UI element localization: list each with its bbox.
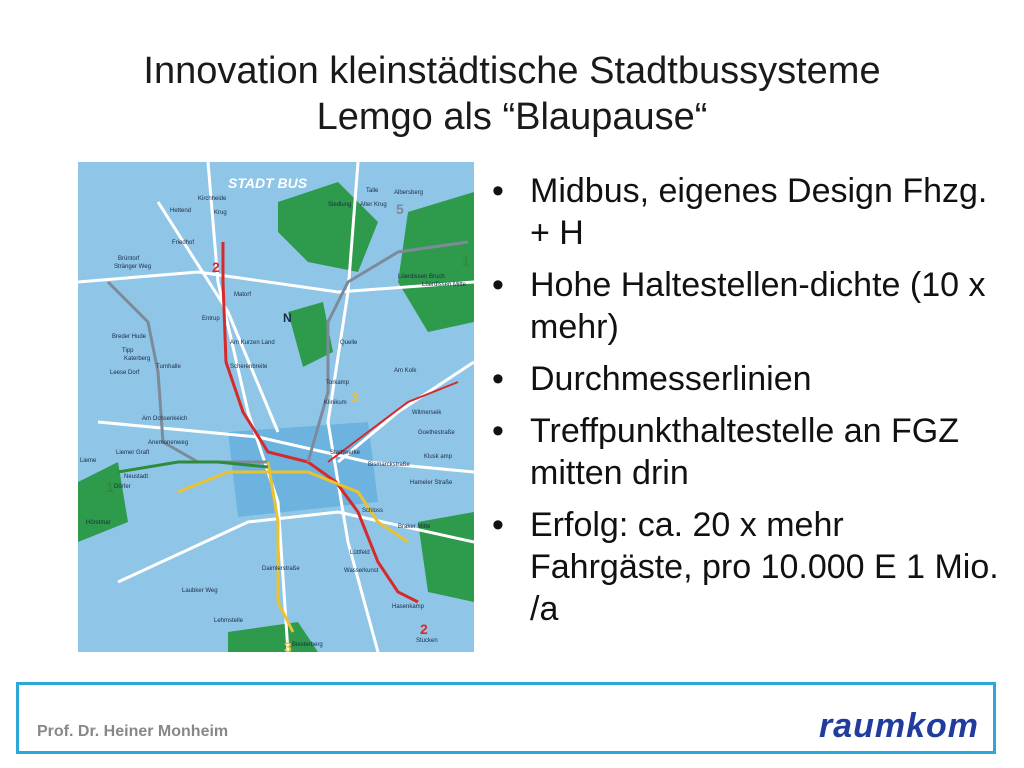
line-number: 5 [396, 201, 404, 217]
line-number: 1 [462, 253, 470, 269]
stop-label: Anemonenweg [148, 440, 189, 446]
stop-label: Scherenbreite [230, 364, 268, 370]
bullet-item [492, 170, 1012, 254]
bullet-item [492, 410, 1012, 494]
stop-label: Entrup [202, 316, 220, 322]
bullet-text: Durchmesserlinien [530, 360, 812, 398]
bullet-item [492, 504, 1012, 630]
stop-label: Lüttfeld [350, 550, 370, 556]
stop-label: Schloss [362, 508, 384, 514]
bullet-marker: • [492, 172, 504, 210]
stop-label: Albersberg [394, 190, 424, 196]
stop-label: Am Ochsenkeich [142, 416, 188, 422]
stadtbus-logo: STADT BUS [228, 175, 308, 191]
stop-label: Friedhof [172, 240, 195, 246]
stop-label: Torkamp [326, 380, 350, 386]
stop-label: Stucken [416, 638, 438, 644]
line-number: 2 [420, 621, 428, 637]
stop-label: Quelle [340, 340, 358, 346]
stop-label: Lüerdissen Mitte [422, 282, 467, 288]
line-number: 3 [351, 389, 359, 405]
slide-title [40, 48, 984, 140]
footer-bar [16, 682, 996, 754]
stop-label: Breder Hude [112, 334, 147, 340]
slide-title-line-1: Innovation kleinstädtische Stadtbussysteme [143, 50, 881, 92]
line-number: 1 [106, 479, 114, 495]
stop-label: Turnhalle [156, 364, 181, 370]
bullet-item [492, 358, 1012, 400]
stop-label: Bismarckstraße [368, 462, 410, 468]
stop-label: Am Kolk [394, 368, 417, 374]
line-number: 2 [212, 259, 220, 275]
stop-label: Laubker Weg [182, 588, 218, 594]
stop-label: Katerberg [124, 356, 151, 362]
stop-label: Hasenkamp [392, 604, 425, 610]
line-number: 3 [284, 639, 292, 652]
stop-label: Krug [214, 210, 227, 216]
stop-label: Klinikum [324, 400, 347, 406]
bullet-text: Erfolg: ca. 20 x mehr Fahrgäste, pro 10.000 E 1 Mio. /a [530, 506, 999, 628]
stop-label: Siedlung [328, 202, 352, 208]
stop-label: Daimlerstraße [262, 566, 300, 572]
stop-label: Hörstmar [86, 520, 111, 526]
bullet-text: Hohe Haltestellen-dichte (10 x mehr) [530, 266, 986, 346]
stop-label: Talle [366, 188, 379, 194]
stop-label: Stränger Weg [114, 264, 151, 270]
bullet-marker: • [492, 506, 504, 544]
stop-label: Liemer Graft [116, 450, 150, 456]
slide-title-line-2: Lemgo als “Blaupause“ [316, 96, 708, 138]
stop-label: Hettend [170, 208, 192, 214]
bullet-text: Midbus, eigenes Design Fhzg. + H [530, 172, 988, 252]
stop-label: Kirchheide [198, 196, 227, 202]
north-arrow: N [283, 311, 292, 325]
bullet-marker: • [492, 360, 504, 398]
bullet-list [492, 170, 1012, 640]
stop-label: Tipp [122, 348, 134, 354]
stop-label: Wilmerseik [412, 410, 442, 416]
stop-label: Wasserkunst [344, 568, 379, 574]
stop-label: Leese Dorf [110, 370, 140, 376]
stop-label: Lüerdissen Bruch [398, 274, 445, 280]
stop-label: Matorf [234, 292, 252, 298]
bullet-item [492, 264, 1012, 348]
stop-label: Lehmstelle [214, 618, 244, 624]
stop-label: Stadtwerke [330, 450, 361, 456]
bullet-marker: • [492, 266, 504, 304]
author-name: Prof. Dr. Heiner Monheim [37, 723, 229, 740]
stop-label: Dörfer [114, 484, 131, 490]
stop-label: Am Kurzen Land [230, 340, 275, 346]
stop-label: Goethestraße [418, 430, 455, 436]
bullet-text: Treffpunkthaltestelle an FGZ mitten drin [530, 412, 959, 492]
stop-label: Alter Krug [360, 202, 387, 208]
stop-label: Biesterberg [292, 642, 323, 648]
stop-label: Braker Mitte [398, 524, 431, 530]
bullet-marker: • [492, 412, 504, 450]
bus-network-map [78, 162, 474, 652]
stop-label: Lieme [80, 458, 97, 464]
stop-label: Brüntorf [118, 256, 140, 262]
stop-label: Klusk amp [424, 454, 453, 460]
raumkom-logo: raumkom [818, 707, 979, 745]
stop-label: Hameler Straße [410, 480, 453, 486]
stop-label: Neustadt [124, 474, 149, 480]
